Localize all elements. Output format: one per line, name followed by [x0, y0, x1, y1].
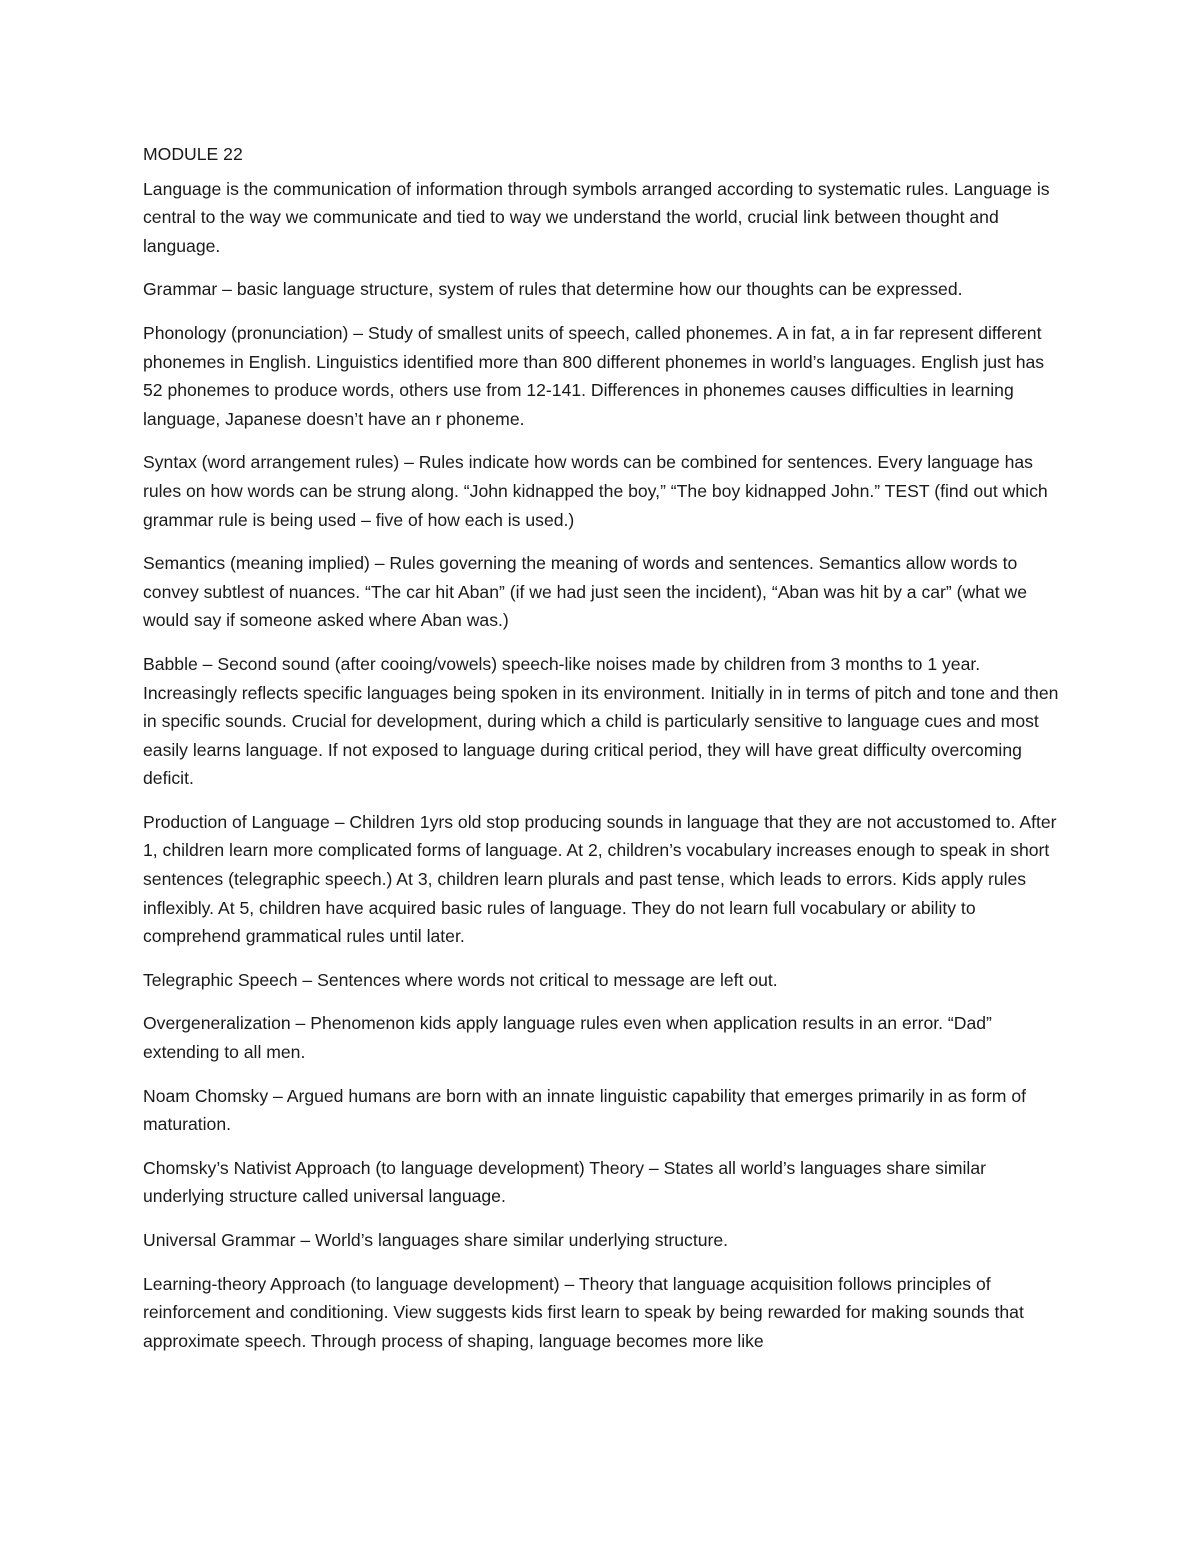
- paragraph-babble: Babble – Second sound (after cooing/vowels) speech-like noises made by children from 3 months to 1 year. Increasingly reflects specific languages being spoken in its environment. Initially in in terms of pitch and tone and then in specific sounds. Crucial for development, during which a child is particularly sensitive to language cues and most easily learns language. If not exposed to language during critical period, they will have great difficulty overcoming deficit.: [143, 653, 1059, 789]
- module-title: MODULE 22: [143, 144, 243, 164]
- paragraph-phonology: Phonology (pronunciation) – Study of smallest units of speech, called phonemes. A in fat, a in far represent different phonemes in English. Linguistics identified more than 800 different phonemes in world’s languages. English just has 52 phonemes to produce words, others use from 12-141. Differences in phonemes causes difficulties in learning language, Japanese doesn’t have an r phoneme.: [143, 322, 1045, 429]
- paragraph-overgeneralization: Overgeneralization – Phenomenon kids apply language rules even when application results in an error. “Dad” extending to all men.: [143, 1013, 992, 1063]
- paragraph-production-of-language: Production of Language – Children 1yrs old stop producing sounds in language that they are not accustomed to. After 1, children learn more complicated forms of language. At 2, children’s vocabulary increases enough to speak in short sentences (telegraphic speech.) At 3, children learn plurals and past tense, which leads to errors. Kids apply rules inflexibly. At 5, children have acquired basic rules of language. They do not learn full vocabulary or ability to comprehend grammatical rules until later.: [143, 811, 1057, 947]
- document-body: [143, 140, 1063, 1370]
- paragraph-grammar: Grammar – basic language structure, system of rules that determine how our thoughts can be expressed.: [143, 279, 963, 300]
- paragraph-universal-grammar: Universal Grammar – World’s languages share similar underlying structure.: [143, 1230, 729, 1250]
- paragraph-telegraphic-speech: Telegraphic Speech – Sentences where words not critical to message are left out.: [143, 969, 778, 990]
- paragraph-nativist-approach: Chomsky’s Nativist Approach (to language development) Theory – States all world’s languages share similar underlying structure called universal language.: [143, 1157, 986, 1207]
- paragraph-semantics: Semantics (meaning implied) – Rules governing the meaning of words and sentences. Semantics allow words to convey subtlest of nuances. “The car hit Aban” (if we had just seen the incident), “Aban was hit by a car” (what we would say if someone asked where Aban was.): [143, 553, 1028, 631]
- paragraph-language-definition: Language is the communication of information through symbols arranged according to systematic rules. Language is central to the way we communicate and tied to way we understand the world, crucial link between thought and language.: [143, 178, 1050, 256]
- paragraph-syntax: Syntax (word arrangement rules) – Rules indicate how words can be combined for sentences. Every language has rules on how words can be strung along. “John kidnapped the boy,” “The boy kidnapped John.” TEST (find out which grammar rule is being used – five of how each is used.): [143, 452, 1048, 530]
- paragraph-noam-chomsky: Noam Chomsky – Argued humans are born with an innate linguistic capability that emerges primarily in as form of maturation.: [143, 1085, 1027, 1135]
- paragraph-learning-theory-approach: Learning-theory Approach (to language development) – Theory that language acquisition follows principles of reinforcement and conditioning. View suggests kids first learn to speak by being rewarded for making sounds that approximate speech. Through process of shaping, language becomes more like: [143, 1273, 1024, 1351]
